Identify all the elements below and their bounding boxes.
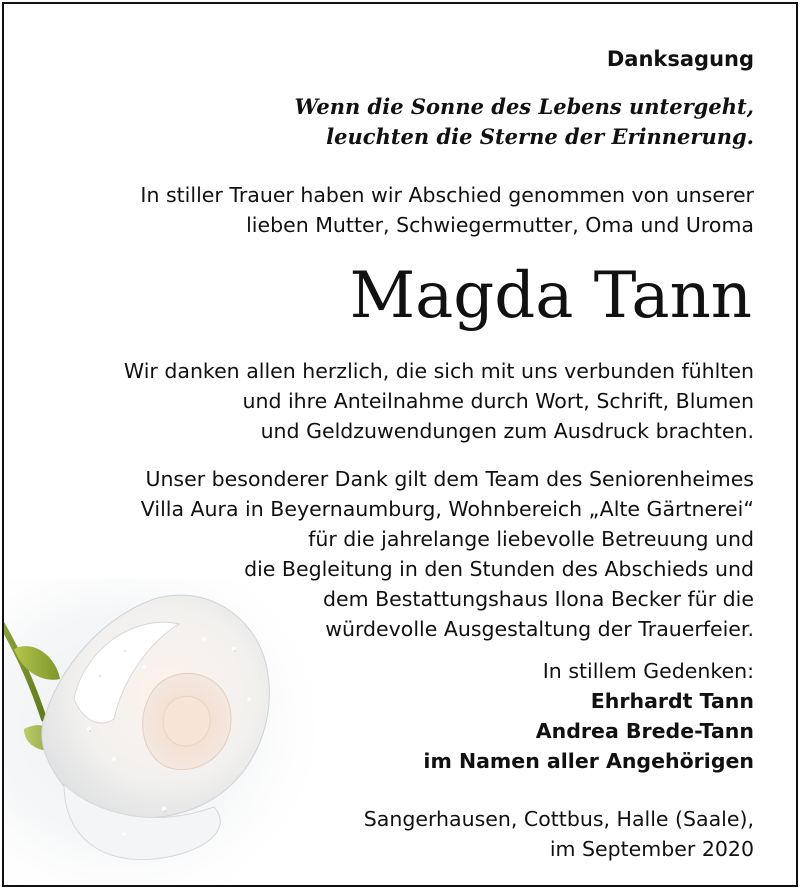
special-thanks-line: dem Bestattungshaus Ilona Becker für die <box>322 587 754 611</box>
special-thanks-line: die Begleitung in den Stunden des Abschieds und <box>244 557 754 581</box>
special-thanks-paragraph <box>141 464 754 644</box>
obituary-notice <box>2 2 798 887</box>
signer-name: Ehrhardt Tann <box>590 689 754 713</box>
deceased-name: Magda Tann <box>349 259 752 333</box>
thanks-paragraph <box>124 356 754 446</box>
intro-line: In stiller Trauer haben wir Abschied genommen von unserer <box>140 183 754 207</box>
motto-quote <box>294 92 754 152</box>
special-thanks-line: würdevolle Ausgestaltung der Trauerfeier. <box>325 617 754 641</box>
special-thanks-line: Villa Aura in Beyernaumburg, Wohnbereich „Alte Gärtnerei“ <box>140 497 754 521</box>
motto-line: leuchten die Sterne der Erinnerung. <box>326 124 754 149</box>
memory-block <box>423 656 754 776</box>
notice-heading: Danksagung <box>606 47 754 71</box>
special-thanks-line: Unser besonderer Dank gilt dem Team des Seniorenheimes <box>145 467 754 491</box>
signer-name: im Namen aller Angehörigen <box>423 749 754 773</box>
special-thanks-line: für die jahrelange liebevolle Betreuung und <box>308 527 754 551</box>
date-line: im September 2020 <box>549 837 754 861</box>
thanks-line: Wir danken allen herzlich, die sich mit uns verbunden fühlten <box>123 359 754 383</box>
place-line: Sangerhausen, Cottbus, Halle (Saale), <box>363 807 754 831</box>
memory-intro: In stillem Gedenken: <box>542 659 754 683</box>
motto-line: Wenn die Sonne des Lebens untergeht, <box>294 94 754 119</box>
place-date <box>364 804 754 864</box>
thanks-line: und Geldzuwendungen zum Ausdruck brachten. <box>260 419 754 443</box>
signer-name: Andrea Brede-Tann <box>535 719 754 743</box>
intro-line: lieben Mutter, Schwiegermutter, Oma und Uroma <box>246 213 754 237</box>
thanks-line: und ihre Anteilnahme durch Wort, Schrift, Blumen <box>242 389 754 413</box>
intro-paragraph <box>140 180 754 240</box>
